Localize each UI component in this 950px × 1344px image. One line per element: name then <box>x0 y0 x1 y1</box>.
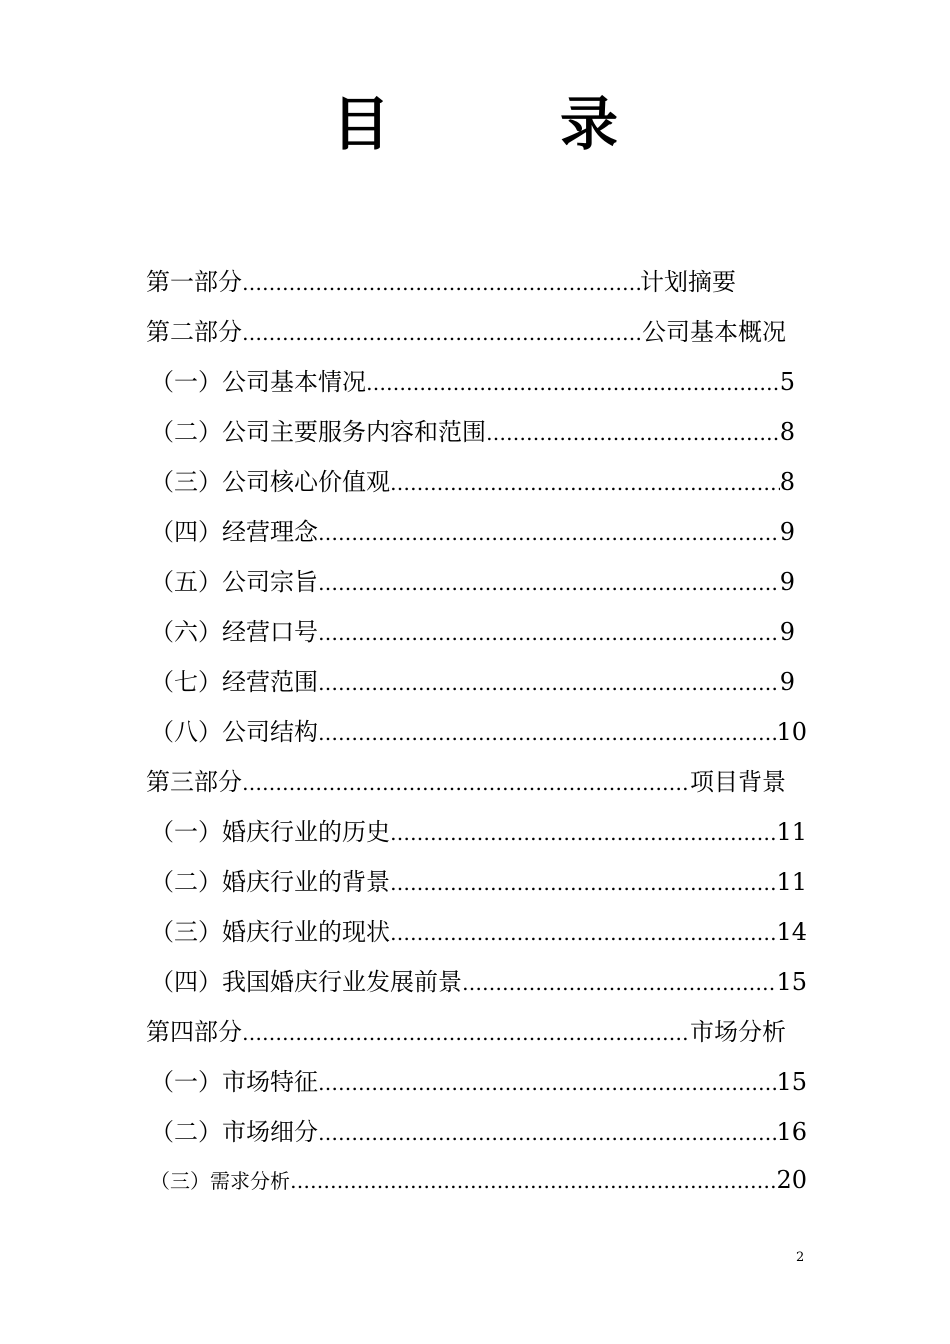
toc-target: 公司基本概况 <box>642 318 786 346</box>
toc-page-number: 16 <box>776 1118 807 1146</box>
toc-page-number: 9 <box>779 568 795 596</box>
toc-entry-part-2 <box>146 310 786 354</box>
toc-page-number: 9 <box>779 668 795 696</box>
toc-target: 项目背景 <box>690 768 786 796</box>
toc-leader-dots <box>318 1111 776 1154</box>
toc-label: （六）经营口号 <box>150 618 318 646</box>
toc-leader-dots <box>318 611 780 654</box>
toc-leader-dots <box>318 561 780 604</box>
toc-entry <box>150 710 807 754</box>
toc-label: （四）我国婚庆行业发展前景 <box>150 968 462 996</box>
toc-entry <box>150 510 795 554</box>
toc-page-number: 9 <box>779 618 795 646</box>
toc-label: （一）公司基本情况 <box>150 368 366 396</box>
toc-leader-dots <box>486 411 780 454</box>
toc-entry <box>150 360 795 404</box>
toc-label: （二）婚庆行业的背景 <box>150 868 390 896</box>
toc-page-number: 11 <box>776 818 807 846</box>
toc-leader-dots <box>242 1011 690 1054</box>
toc-label: 第四部分 <box>146 1018 242 1046</box>
toc-entry <box>150 1110 807 1154</box>
toc-leader-dots <box>242 761 690 804</box>
toc-page-number: 5 <box>779 368 795 396</box>
toc-leader-dots <box>390 811 776 854</box>
page-number: 2 <box>796 1250 805 1265</box>
toc-entry <box>150 910 807 954</box>
toc-entry <box>150 960 807 1004</box>
toc-leader-dots <box>290 1159 776 1202</box>
toc-leader-dots <box>242 261 640 304</box>
toc-leader-dots <box>318 511 780 554</box>
toc-page-number: 15 <box>776 1068 807 1096</box>
toc-leader-dots <box>318 711 776 754</box>
toc-leader-dots <box>318 661 780 704</box>
toc-label: 第三部分 <box>146 768 242 796</box>
toc-leader-dots <box>390 911 776 954</box>
toc-label: 第二部分 <box>146 318 242 346</box>
toc-page-number: 20 <box>776 1166 807 1194</box>
toc-leader-dots <box>242 311 642 354</box>
toc-entry <box>150 610 795 654</box>
toc-target: 市场分析 <box>690 1018 786 1046</box>
toc-entry <box>150 860 807 904</box>
toc-page-number: 14 <box>776 918 807 946</box>
toc-leader-dots <box>366 361 780 404</box>
toc-label: （二）公司主要服务内容和范围 <box>150 418 486 446</box>
toc-entry <box>150 1060 807 1104</box>
toc-entry-part-4 <box>146 1010 786 1054</box>
toc-entry-part-1 <box>146 260 736 304</box>
toc-label: （三）公司核心价值观 <box>150 468 390 496</box>
toc-leader-dots <box>390 861 776 904</box>
toc-entry-part-3 <box>146 760 786 804</box>
toc-label: （二）市场细分 <box>150 1118 318 1146</box>
toc-target: 计划摘要 <box>640 268 736 296</box>
toc-leader-dots <box>390 461 780 504</box>
toc-label: 第一部分 <box>146 268 242 296</box>
toc-label: （五）公司宗旨 <box>150 568 318 596</box>
toc-page-number: 15 <box>776 968 807 996</box>
toc-page-number: 8 <box>779 418 795 446</box>
toc-page-number: 10 <box>776 718 807 746</box>
toc-label: （七）经营范围 <box>150 668 318 696</box>
toc-leader-dots <box>462 961 776 1004</box>
toc-entry <box>150 810 807 854</box>
toc-leader-dots <box>318 1061 776 1104</box>
toc-entry <box>150 460 795 504</box>
toc-page-number: 11 <box>776 868 807 896</box>
toc-label: （八）公司结构 <box>150 718 318 746</box>
toc-label: （三）婚庆行业的现状 <box>150 918 390 946</box>
toc-page-number: 9 <box>779 518 795 546</box>
toc-label: （一）婚庆行业的历史 <box>150 818 390 846</box>
toc-entry <box>150 560 795 604</box>
page-title: 目 录 <box>331 90 674 158</box>
toc-entry <box>150 660 795 704</box>
toc-entry <box>150 410 795 454</box>
toc-label: （三）需求分析 <box>150 1169 290 1193</box>
toc-entry <box>150 1158 807 1202</box>
toc-page-number: 8 <box>779 468 795 496</box>
toc-label: （四）经营理念 <box>150 518 318 546</box>
toc-label: （一）市场特征 <box>150 1068 318 1096</box>
